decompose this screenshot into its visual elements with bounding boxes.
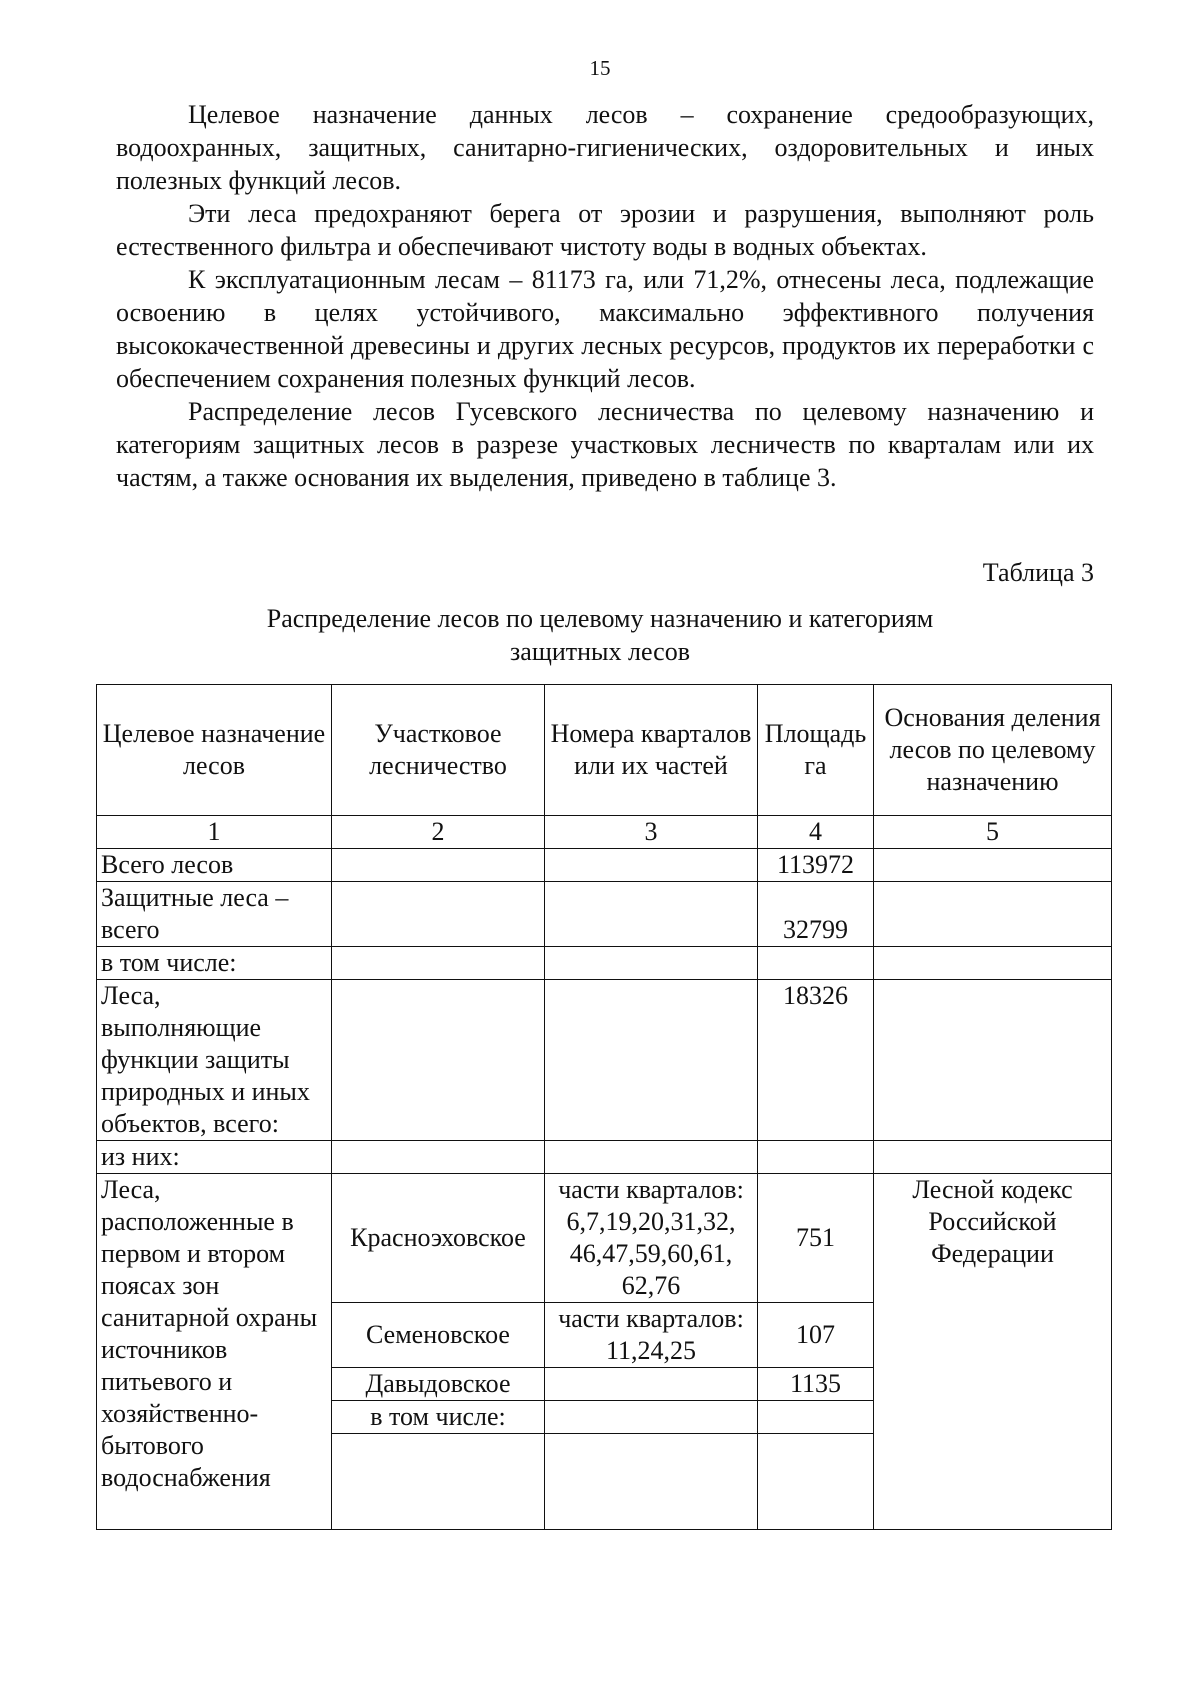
cell-empty xyxy=(545,1434,758,1530)
cell-purpose: Защитные леса – всего xyxy=(97,882,332,947)
cell-empty xyxy=(758,1141,874,1174)
cell-empty xyxy=(545,947,758,980)
forest-distribution-table xyxy=(96,684,1112,1530)
cell-purpose: Леса, расположенные в первом и втором поясах зон санитарной охраны источников питьевого и хозяйственно-бытового водоснабжения xyxy=(97,1174,332,1530)
cell-empty xyxy=(874,980,1112,1141)
cell-quarters xyxy=(545,1401,758,1434)
cell-empty xyxy=(332,1434,545,1530)
cell-area: 18326 xyxy=(758,980,874,1141)
cell-purpose: Леса, выполняющие функции защиты природных и иных объектов, всего: xyxy=(97,980,332,1141)
cell-purpose: из них: xyxy=(97,1141,332,1174)
cell-area: 1135 xyxy=(758,1368,874,1401)
table-row-total xyxy=(97,849,1112,882)
cell-district: Давыдовское xyxy=(332,1368,545,1401)
cell-empty xyxy=(874,947,1112,980)
table-caption-line-2: защитных лесов xyxy=(510,637,690,666)
cell-area xyxy=(758,1401,874,1434)
cell-empty xyxy=(758,947,874,980)
cell-empty xyxy=(874,849,1112,882)
column-number-row xyxy=(97,816,1112,849)
column-number: 5 xyxy=(874,816,1112,849)
table-row-of-which xyxy=(97,1141,1112,1174)
paragraph-distribution: Распределение лесов Гусевского лесничества по целевому назначению и категориям защитных лесов в разрезе участковых лесничеств по кварталам или их частям, а также основания их выделения, приведено в таблице 3. xyxy=(116,397,1094,492)
cell-basis: Лесной кодекс Российской Федерации xyxy=(874,1174,1112,1530)
cell-empty xyxy=(545,1141,758,1174)
header-basis: Основания деления лесов по целевому назначению xyxy=(874,685,1112,816)
table-row-including xyxy=(97,947,1112,980)
paragraph-exploitation: К эксплуатационным лесам – 81173 га, или 71,2%, отнесены леса, подлежащие освоению в целях устойчивого, максимально эффективного получения высококачественной древесины и других лесных ресурсов, продуктов их переработки с обеспечением сохранения полезных функций лесов. xyxy=(116,265,1094,393)
cell-empty xyxy=(332,882,545,947)
page-number: 15 xyxy=(589,56,611,80)
cell-empty xyxy=(874,882,1112,947)
header-district: Участковое лесничество xyxy=(332,685,545,816)
table-label: Таблица 3 xyxy=(982,558,1094,587)
cell-area: 751 xyxy=(758,1174,874,1303)
paragraph-erosion: Эти леса предохраняют берега от эрозии и разрушения, выполняют роль естественного фильтра и обеспечивают чистоту воды в водных объектах. xyxy=(116,199,1094,261)
cell-district: Семеновское xyxy=(332,1303,545,1368)
cell-empty xyxy=(545,849,758,882)
table-row-protective xyxy=(97,882,1112,947)
table-caption xyxy=(0,602,1200,668)
cell-empty xyxy=(545,882,758,947)
cell-district: Красноэховское xyxy=(332,1174,545,1303)
cell-area: 107 xyxy=(758,1303,874,1368)
cell-empty xyxy=(332,1141,545,1174)
cell-empty xyxy=(758,1434,874,1530)
cell-area: 113972 xyxy=(758,849,874,882)
cell-quarters: части кварталов: 11,24,25 xyxy=(545,1303,758,1368)
body-text xyxy=(116,98,1094,494)
cell-area: 32799 xyxy=(758,882,874,947)
cell-empty xyxy=(332,980,545,1141)
column-number: 3 xyxy=(545,816,758,849)
table-header-row xyxy=(97,685,1112,816)
table-row-sanitary-krasnoekhovskoe xyxy=(97,1174,1112,1303)
cell-empty xyxy=(332,947,545,980)
table-caption-line-1: Распределение лесов по целевому назначению и категориям xyxy=(266,604,934,633)
column-number: 1 xyxy=(97,816,332,849)
cell-empty xyxy=(874,1141,1112,1174)
header-purpose: Целевое назначение лесов xyxy=(97,685,332,816)
paragraph-purpose: Целевое назначение данных лесов – сохранение средообразующих, водоохранных, защитных, санитарно-гигиенических, оздоровительных и иных полезных функций лесов. xyxy=(116,100,1094,195)
cell-quarters: части кварталов: 6,7,19,20,31,32, 46,47,59,60,61, 62,76 xyxy=(545,1174,758,1303)
header-quarters: Номера кварталов или их частей xyxy=(545,685,758,816)
cell-empty xyxy=(332,849,545,882)
cell-purpose: в том числе: xyxy=(97,947,332,980)
cell-district: в том числе: xyxy=(332,1401,545,1434)
table-row-protection-functions xyxy=(97,980,1112,1141)
cell-quarters xyxy=(545,1368,758,1401)
header-area: Площадь га xyxy=(758,685,874,816)
column-number: 4 xyxy=(758,816,874,849)
cell-purpose: Всего лесов xyxy=(97,849,332,882)
cell-empty xyxy=(545,980,758,1141)
column-number: 2 xyxy=(332,816,545,849)
